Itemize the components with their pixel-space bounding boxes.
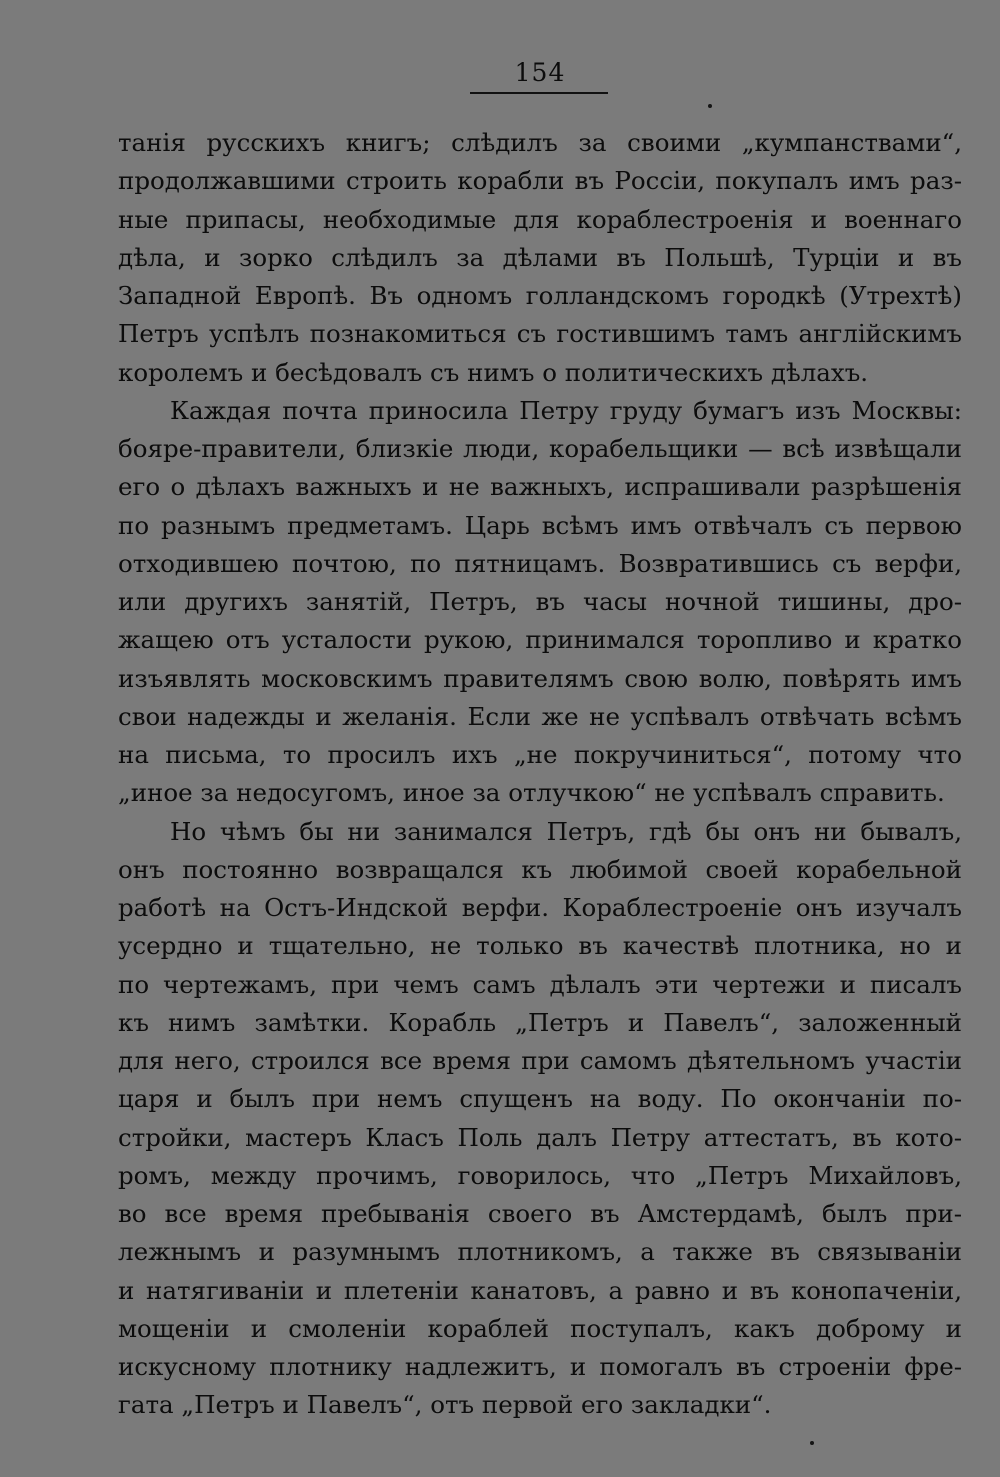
text-line: къ нимъ замѣтки. Корабль „Петръ и Павелъ“, заложенный [118,1007,962,1037]
text-line: танія русскихъ книгъ; слѣдилъ за своими „кумпанствами“, [118,128,962,157]
text-line: Каждая почта приносила Петру груду бумагъ изъ Москвы: [170,395,962,425]
body-text [118,124,962,1425]
text-line: свои надежды и желанія. Если же не успѣвалъ отвѣчать всѣмъ [118,701,962,731]
text-line: царя и былъ при немъ спущенъ на воду. По окончаніи по- [118,1084,962,1114]
text-line: жащею отъ усталости рукою, принимался торопливо и кратко [118,625,962,655]
page-number-rule [470,92,608,94]
text-line: искусному плотнику надлежитъ, и помогалъ въ строеніи фре- [118,1352,962,1381]
text-line: Западной Европѣ. Въ одномъ голландскомъ городкѣ (Утрехтѣ) [118,281,962,310]
text-line: по разнымъ предметамъ. Царь всѣмъ имъ отвѣчалъ съ первою [118,510,962,540]
text-line: или другихъ занятій, Петръ, въ часы ночной тишины, дро- [118,587,962,616]
text-line: мощеніи и смоленіи кораблей поступалъ, какъ доброму и [118,1313,962,1343]
text-line: гата „Петръ и Павелъ“, отъ первой его закладки“. [118,1390,772,1420]
text-line: продолжавшими строить корабли въ Россіи, покупалъ имъ раз- [118,166,962,196]
text-line: стройки, мастеръ Класъ Поль далъ Петру аттестатъ, въ кото- [118,1122,962,1152]
text-line: для него, строился все время при самомъ дѣятельномъ участіи [118,1046,962,1075]
text-line: Петръ успѣлъ познакомиться съ гостившимъ тамъ англійскимъ [118,319,962,349]
text-line: лежнымъ и разумнымъ плотникомъ, а также въ связываніи [118,1237,962,1267]
text-line: бояре-правители, близкіе люди, корабельщики — всѣ извѣщали [118,434,962,463]
page-number: 154 [514,58,566,87]
text-line: королемъ и бесѣдовалъ съ нимъ о политическихъ дѣлахъ. [118,357,869,387]
text-line: онъ постоянно возвращался къ любимой своей корабельной [118,854,962,884]
text-line: его о дѣлахъ важныхъ и не важныхъ, испрашивали разрѣшенія [118,472,962,502]
scan-speck [708,104,712,108]
text-line: ромъ, между прочимъ, говорилось, что „Петръ Михайловъ, [118,1160,962,1190]
text-line: „иное за недосугомъ, иное за отлучкою“ не успѣвалъ справить. [118,778,945,808]
text-line: и натягиваніи и плетеніи канатовъ, а равно и въ конопаченіи, [118,1275,962,1305]
text-line: изъявлять московскимъ правителямъ свою волю, повѣрять имъ [118,663,962,693]
text-line: отходившею почтою, по пятницамъ. Возвратившись съ верфи, [118,548,962,578]
text-line: во все время пребыванія своего въ Амстердамѣ, былъ при- [118,1199,962,1228]
text-line: работѣ на Остъ-Индской верфи. Кораблестроеніе онъ изучалъ [118,893,962,922]
text-line: Но чѣмъ бы ни занимался Петръ, гдѣ бы онъ ни бывалъ, [170,816,962,846]
text-line: ные припасы, необходимые для кораблестроенія и военнаго [118,204,962,234]
scan-speck [810,1441,814,1445]
text-line: усердно и тщательно, не только въ качествѣ плотника, но и [118,931,962,961]
text-line: на письма, то просилъ ихъ „не покручиниться“, потому что [118,740,962,769]
text-line: по чертежамъ, при чемъ самъ дѣлалъ эти чертежи и писалъ [118,969,962,999]
text-line: дѣла, и зорко слѣдилъ за дѣлами въ Польшѣ, Турціи и въ [118,242,962,272]
